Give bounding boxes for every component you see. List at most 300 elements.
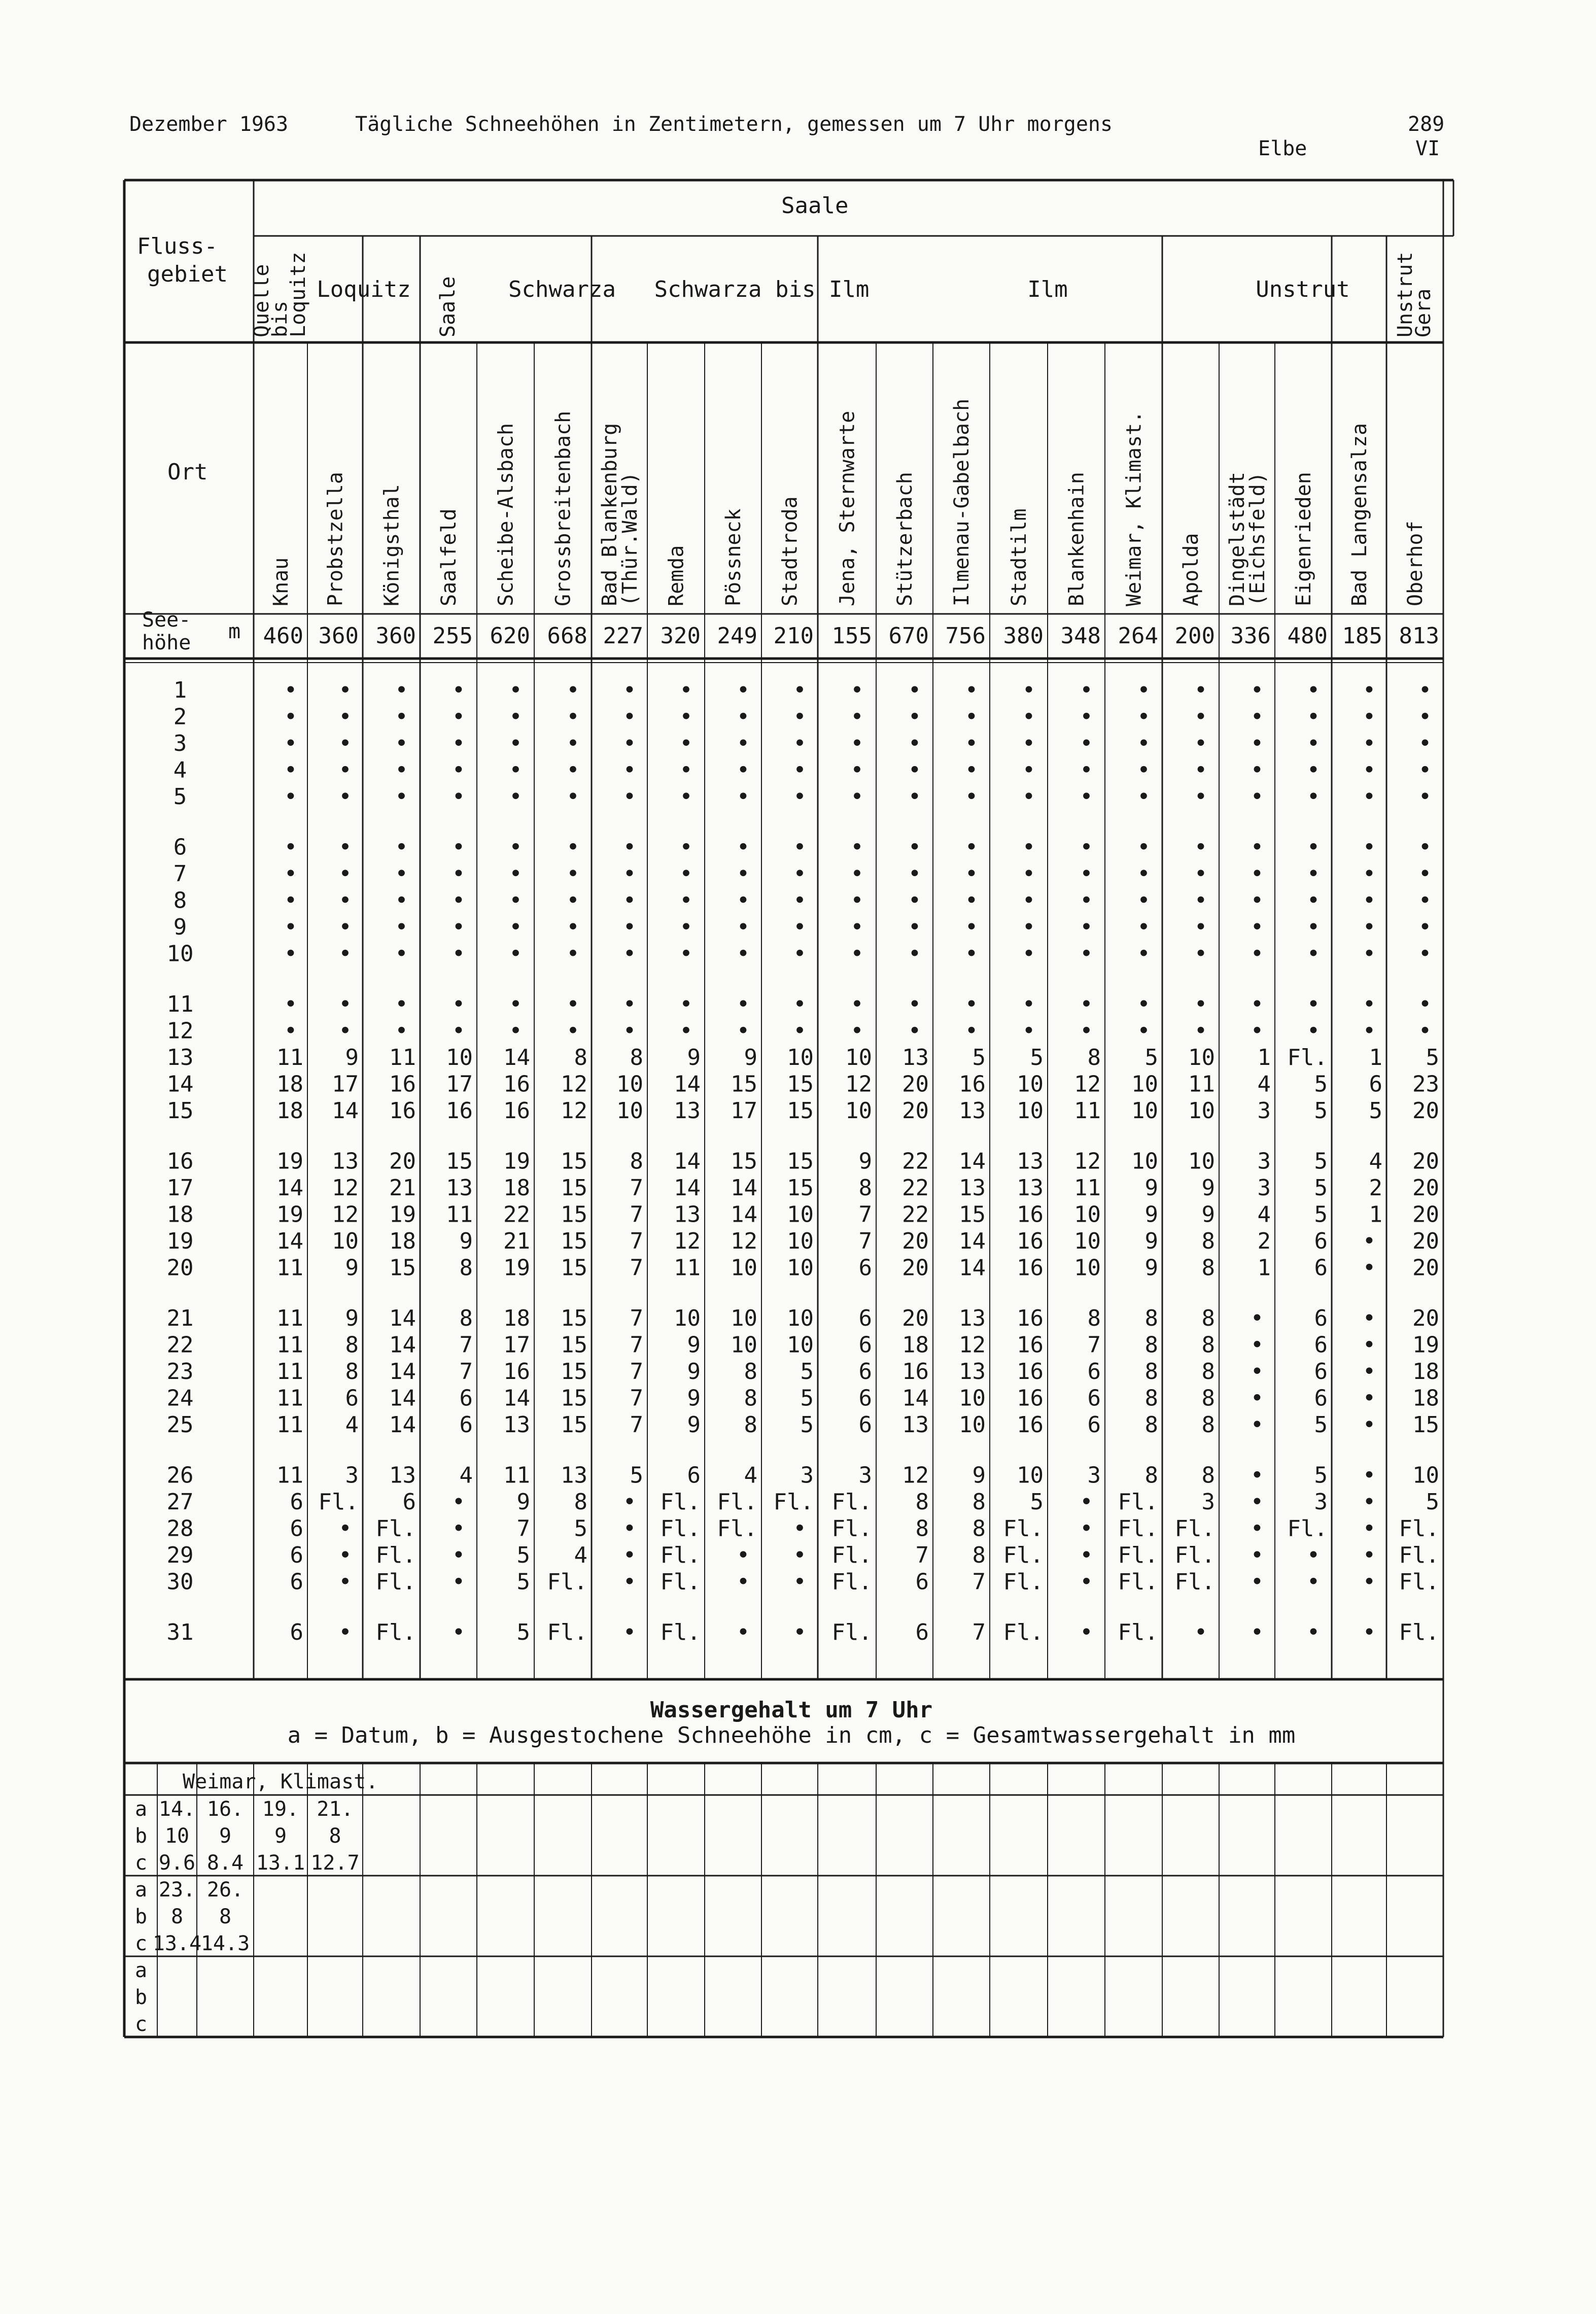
cell-value: • [566, 731, 580, 756]
cell-value: 17 [503, 1332, 530, 1358]
cell-value: 9 [345, 1305, 359, 1331]
cell-value: • [284, 861, 298, 887]
cell-value: 5 [574, 1515, 587, 1542]
water-cell-value: 9.6 [158, 1851, 196, 1875]
cell-value: • [452, 834, 466, 860]
cell-value: 20 [1412, 1255, 1439, 1281]
cell-value: 10 [1017, 1098, 1044, 1124]
cell-value: • [850, 834, 864, 860]
cell-value: • [1250, 1569, 1264, 1595]
flussgebiet-label-2: gebiet [147, 261, 228, 287]
elevation-value: 348 [1060, 623, 1101, 649]
cell-value: 9 [687, 1359, 701, 1385]
cell-value: • [908, 731, 922, 756]
cell-value: 15 [959, 1201, 986, 1228]
cell-value: • [1250, 887, 1264, 914]
cell-value: • [793, 991, 807, 1017]
cell-value: Fl. [1003, 1542, 1044, 1568]
cell-value: 8 [630, 1148, 643, 1175]
cell-value: • [452, 704, 466, 730]
cell-value: 15 [561, 1359, 587, 1385]
cell-value: 13 [674, 1201, 701, 1228]
cell-value: • [566, 677, 580, 703]
cell-value: 16 [1017, 1359, 1044, 1385]
day-label: 16 [166, 1148, 194, 1175]
cell-value: • [1194, 1619, 1208, 1645]
water-cell-value: 8 [170, 1905, 184, 1928]
water-row-label: c [134, 1851, 148, 1875]
water-cell-value: 12.7 [310, 1851, 360, 1875]
cell-value: • [1080, 677, 1093, 703]
cell-value: 1 [1369, 1045, 1382, 1070]
cell-value: • [1194, 834, 1208, 860]
water-cell-value: 23. [158, 1878, 196, 1902]
day-label: 21 [166, 1305, 194, 1331]
water-row-label: a [134, 1878, 148, 1902]
cell-value: 10 [845, 1045, 872, 1070]
cell-value: 1 [1369, 1201, 1382, 1228]
cell-value: 10 [446, 1045, 473, 1070]
station-name: Ilmenau-Gabelbach [950, 398, 974, 606]
cell-value: • [1022, 784, 1036, 810]
group-label: Schwarza bis Ilm [654, 277, 870, 302]
cell-value: • [622, 757, 637, 783]
cell-value: Fl. [1003, 1619, 1044, 1645]
cell-value: • [964, 887, 979, 914]
cell-value: 7 [630, 1359, 643, 1385]
cell-value: • [622, 834, 637, 860]
cell-value: 7 [972, 1619, 986, 1645]
cell-value: • [964, 757, 979, 783]
cell-value: • [1306, 677, 1321, 703]
cell-value: 11 [276, 1045, 303, 1070]
cell-value: • [736, 1619, 750, 1645]
header-month: Dezember 1963 [129, 113, 289, 136]
cell-value: • [452, 757, 466, 783]
cell-value: 5 [800, 1359, 814, 1385]
cell-value: 8 [1201, 1255, 1215, 1281]
cell-value: • [793, 1542, 807, 1568]
cell-value: 12 [561, 1098, 587, 1124]
cell-value: 11 [389, 1045, 416, 1070]
cell-value: • [1362, 941, 1376, 967]
cell-value: • [566, 704, 580, 730]
cell-value: 23 [1412, 1071, 1439, 1097]
cell-value: • [395, 991, 408, 1017]
cell-value: 14 [959, 1255, 986, 1281]
cell-value: • [338, 757, 352, 783]
cell-value: 10 [1131, 1071, 1158, 1097]
cell-value: 8 [915, 1489, 929, 1515]
cell-value: 8 [345, 1359, 359, 1385]
cell-value: 6 [1087, 1359, 1101, 1385]
cell-value: • [736, 757, 750, 783]
cell-value: 12 [1074, 1148, 1101, 1175]
cell-value: • [1306, 914, 1321, 940]
cell-value: • [1306, 1569, 1321, 1595]
cell-value: 5 [516, 1569, 530, 1595]
cell-value: • [1362, 1305, 1376, 1331]
cell-value: 5 [800, 1412, 814, 1438]
cell-value: • [908, 834, 922, 860]
cell-value: Fl. [1003, 1515, 1044, 1542]
cell-value: • [566, 834, 580, 860]
cell-value: • [1250, 834, 1264, 860]
cell-value: • [1080, 861, 1093, 887]
cell-value: 6 [1314, 1305, 1328, 1331]
cell-value: • [622, 1542, 637, 1568]
cell-value: • [736, 834, 750, 860]
cell-value: • [395, 1018, 408, 1044]
cell-value: • [509, 731, 523, 756]
cell-value: 15 [731, 1148, 757, 1175]
cell-value: • [850, 914, 864, 940]
cell-value: 3 [345, 1462, 359, 1489]
cell-value: 18 [902, 1332, 929, 1358]
cell-value: 7 [459, 1359, 473, 1385]
cell-value: 13 [503, 1412, 530, 1438]
cell-value: 9 [1144, 1175, 1158, 1201]
cell-value: • [1250, 704, 1264, 730]
elevation-value: 668 [547, 623, 587, 649]
cell-value: • [1362, 1542, 1376, 1568]
cell-value: • [964, 834, 979, 860]
cell-value: • [1022, 704, 1036, 730]
cell-value: 11 [276, 1412, 303, 1438]
day-label: 7 [173, 861, 187, 887]
cell-value: Fl. [1118, 1515, 1158, 1542]
ort-label: Ort [167, 459, 208, 485]
cell-value: • [395, 677, 408, 703]
cell-value: • [338, 784, 352, 810]
elevation-value: 670 [888, 623, 929, 649]
cell-value: 2 [1369, 1175, 1382, 1201]
cell-value: 8 [345, 1332, 359, 1358]
cell-value: 6 [290, 1619, 303, 1645]
day-label: 29 [166, 1542, 194, 1568]
station-name: Saalfeld [437, 508, 461, 606]
cell-value: • [908, 887, 922, 914]
cell-value: • [1022, 861, 1036, 887]
cell-value: • [1306, 887, 1321, 914]
cell-value: 14 [389, 1385, 416, 1411]
cell-value: • [1418, 834, 1432, 860]
cell-value: 15 [787, 1071, 814, 1097]
cell-value: • [736, 1018, 750, 1044]
cell-value: • [452, 1489, 466, 1515]
cell-value: 6 [1087, 1412, 1101, 1438]
cell-value: • [566, 861, 580, 887]
cell-value: 14 [332, 1098, 359, 1124]
cell-value: 13 [902, 1045, 929, 1070]
cell-value: 15 [561, 1201, 587, 1228]
cell-value: 10 [787, 1255, 814, 1281]
cell-value: 16 [959, 1071, 986, 1097]
cell-value: • [1194, 1018, 1208, 1044]
elevation-value: 264 [1118, 623, 1158, 649]
cell-value: • [452, 1542, 466, 1568]
cell-value: 5 [1314, 1071, 1328, 1097]
cell-value: 6 [290, 1515, 303, 1542]
header-title: Tägliche Schneehöhen in Zentimetern, gemessen um 7 Uhr morgens [355, 113, 1113, 136]
saale-label: Saale [781, 193, 849, 219]
cell-value: 8 [915, 1515, 929, 1542]
cell-value: • [679, 757, 693, 783]
cell-value: 5 [516, 1542, 530, 1568]
cell-value: 15 [1412, 1412, 1439, 1438]
cell-value: 16 [1017, 1332, 1044, 1358]
station-name: Stadtilm [1008, 508, 1031, 606]
cell-value: • [1022, 991, 1036, 1017]
station-name: Bad Langensalza [1348, 423, 1371, 606]
cell-value: • [284, 731, 298, 756]
cell-value: 9 [687, 1045, 701, 1070]
cell-value: • [1362, 1385, 1376, 1411]
cell-value: 8 [459, 1305, 473, 1331]
cell-value: 9 [516, 1489, 530, 1515]
cell-value: 8 [744, 1359, 757, 1385]
cell-value: 3 [1257, 1098, 1271, 1124]
water-station: Weimar, Klimast. [183, 1770, 378, 1793]
cell-value: 10 [959, 1385, 986, 1411]
cell-value: • [566, 784, 580, 810]
day-label: 30 [166, 1569, 194, 1595]
cell-value: 15 [561, 1412, 587, 1438]
cell-value: • [1137, 834, 1151, 860]
cell-value: • [622, 861, 637, 887]
cell-value: 6 [858, 1255, 872, 1281]
cell-value: 11 [1074, 1175, 1101, 1201]
cell-value: 6 [290, 1489, 303, 1515]
cell-value: • [1137, 677, 1151, 703]
cell-value: 8 [1144, 1305, 1158, 1331]
cell-value: • [1022, 1018, 1036, 1044]
cell-value: 11 [276, 1332, 303, 1358]
cell-value: Fl. [1287, 1045, 1328, 1070]
cell-value: • [338, 914, 352, 940]
cell-value: • [1022, 941, 1036, 967]
elevation-value: 360 [318, 623, 359, 649]
station-name: Knau [269, 557, 293, 606]
cell-value: • [793, 1569, 807, 1595]
cell-value: 15 [389, 1255, 416, 1281]
seehoehe-label-2: höhe [142, 631, 191, 654]
cell-value: 12 [959, 1332, 986, 1358]
cell-value: • [338, 991, 352, 1017]
cell-value: • [338, 1542, 352, 1568]
elevation-value: 620 [490, 623, 530, 649]
cell-value: • [679, 834, 693, 860]
cell-value: • [793, 784, 807, 810]
water-row-label: a [134, 1798, 148, 1821]
cell-value: • [284, 704, 298, 730]
cell-value: 13 [959, 1359, 986, 1385]
station-name: Blankenhain [1065, 472, 1089, 606]
cell-value: 1 [1257, 1255, 1271, 1281]
cell-value: 18 [503, 1305, 530, 1331]
cell-value: • [679, 861, 693, 887]
cell-value: 11 [1188, 1071, 1215, 1097]
group-label: Quelle [250, 264, 273, 337]
cell-value: 8 [459, 1255, 473, 1281]
elevation-value: 200 [1174, 623, 1215, 649]
cell-value: 22 [902, 1201, 929, 1228]
cell-value: • [1250, 1018, 1264, 1044]
day-label: 14 [166, 1071, 194, 1097]
cell-value: 8 [1201, 1385, 1215, 1411]
cell-value: 15 [561, 1305, 587, 1331]
cell-value: 13 [446, 1175, 473, 1201]
cell-value: • [284, 887, 298, 914]
cell-value: 14 [389, 1359, 416, 1385]
cell-value: 8 [972, 1489, 986, 1515]
cell-value: 16 [389, 1071, 416, 1097]
cell-value: 6 [687, 1462, 701, 1489]
cell-value: 14 [503, 1385, 530, 1411]
cell-value: • [1080, 731, 1093, 756]
cell-value: 22 [902, 1148, 929, 1175]
cell-value: 22 [503, 1201, 530, 1228]
cell-value: • [395, 757, 408, 783]
cell-value: • [850, 1018, 864, 1044]
day-label: 12 [166, 1018, 194, 1044]
cell-value: • [1306, 757, 1321, 783]
flussgebiet-label: Fluss- [137, 233, 218, 259]
cell-value: • [1080, 1542, 1093, 1568]
water-cell-value: 13.4 [152, 1932, 202, 1955]
cell-value: • [1080, 914, 1093, 940]
cell-value: 20 [902, 1255, 929, 1281]
cell-value: 5 [1030, 1045, 1044, 1070]
station-name: Bad Blankenburg [598, 423, 621, 606]
cell-value: • [452, 1515, 466, 1542]
cell-value: 7 [630, 1228, 643, 1254]
water-row-label: c [134, 2013, 148, 2036]
cell-value: • [1418, 914, 1432, 940]
cell-value: 7 [516, 1515, 530, 1542]
cell-value: • [509, 834, 523, 860]
cell-value: • [1418, 861, 1432, 887]
cell-value: 10 [959, 1412, 986, 1438]
cell-value: • [1362, 1255, 1376, 1281]
cell-value: • [908, 1018, 922, 1044]
cell-value: • [1194, 941, 1208, 967]
group-label: Loquitz [317, 277, 411, 302]
cell-value: • [284, 1018, 298, 1044]
cell-value: • [452, 731, 466, 756]
cell-value: • [566, 991, 580, 1017]
cell-value: • [1362, 1462, 1376, 1489]
cell-value: 15 [561, 1385, 587, 1411]
cell-value: • [1250, 1359, 1264, 1385]
cell-value: • [1362, 1515, 1376, 1542]
cell-value: 4 [1257, 1201, 1271, 1228]
cell-value: 8 [972, 1515, 986, 1542]
cell-value: 6 [1314, 1332, 1328, 1358]
cell-value: • [452, 677, 466, 703]
cell-value: • [1418, 1018, 1432, 1044]
cell-value: • [1194, 784, 1208, 810]
cell-value: • [1137, 941, 1151, 967]
cell-value: Fl. [375, 1619, 416, 1645]
cell-value: • [1250, 784, 1264, 810]
cell-value: • [1194, 887, 1208, 914]
cell-value: 6 [1314, 1255, 1328, 1281]
cell-value: 12 [902, 1462, 929, 1489]
day-label: 24 [166, 1385, 194, 1411]
cell-value: • [1418, 991, 1432, 1017]
station-name: Dingelstädt [1226, 472, 1249, 606]
cell-value: 21 [503, 1228, 530, 1254]
cell-value: • [850, 731, 864, 756]
cell-value: • [338, 861, 352, 887]
cell-value: 12 [332, 1201, 359, 1228]
cell-value: 13 [902, 1412, 929, 1438]
cell-value: • [1137, 1018, 1151, 1044]
cell-value: 6 [1087, 1385, 1101, 1411]
cell-value: 11 [1074, 1098, 1101, 1124]
cell-value: • [1418, 887, 1432, 914]
water-cell-value: 9 [274, 1824, 287, 1848]
cell-value: 8 [574, 1489, 587, 1515]
cell-value: • [284, 834, 298, 860]
cell-value: Fl. [1118, 1619, 1158, 1645]
cell-value: • [1194, 914, 1208, 940]
cell-value: • [509, 914, 523, 940]
cell-value: 10 [1188, 1098, 1215, 1124]
cell-value: 1 [1257, 1045, 1271, 1070]
cell-value: • [1306, 704, 1321, 730]
cell-value: • [509, 784, 523, 810]
cell-value: • [793, 887, 807, 914]
cell-value: 20 [389, 1148, 416, 1175]
elevation-value: 155 [831, 623, 872, 649]
cell-value: 7 [459, 1332, 473, 1358]
water-cell-value: 21. [317, 1798, 354, 1821]
cell-value: 10 [731, 1332, 757, 1358]
cell-value: Fl. [1118, 1542, 1158, 1568]
cell-value: • [679, 914, 693, 940]
elevation-value: 360 [375, 623, 416, 649]
cell-value: • [964, 941, 979, 967]
day-label: 3 [173, 731, 187, 756]
cell-value: 10 [1074, 1255, 1101, 1281]
cell-value: 10 [1188, 1045, 1215, 1070]
cell-value: 8 [744, 1412, 757, 1438]
cell-value: 20 [1412, 1228, 1439, 1254]
cell-value: • [1250, 1515, 1264, 1542]
cell-value: Fl. [660, 1542, 701, 1568]
cell-value: 13 [561, 1462, 587, 1489]
cell-value: • [850, 757, 864, 783]
cell-value: • [395, 887, 408, 914]
station-name: Grossbreitenbach [551, 410, 575, 606]
cell-value: 14 [959, 1228, 986, 1254]
water-title: Wassergehalt um 7 Uhr [650, 1697, 933, 1723]
elevation-value: 210 [773, 623, 814, 649]
cell-value: • [452, 784, 466, 810]
cell-value: • [1250, 731, 1264, 756]
cell-value: 12 [731, 1228, 757, 1254]
cell-value: 3 [1257, 1148, 1271, 1175]
cell-value: 6 [858, 1412, 872, 1438]
cell-value: 13 [389, 1462, 416, 1489]
cell-value: 9 [687, 1412, 701, 1438]
cell-value: • [793, 1018, 807, 1044]
cell-value: • [509, 704, 523, 730]
cell-value: • [1137, 757, 1151, 783]
cell-value: • [679, 731, 693, 756]
